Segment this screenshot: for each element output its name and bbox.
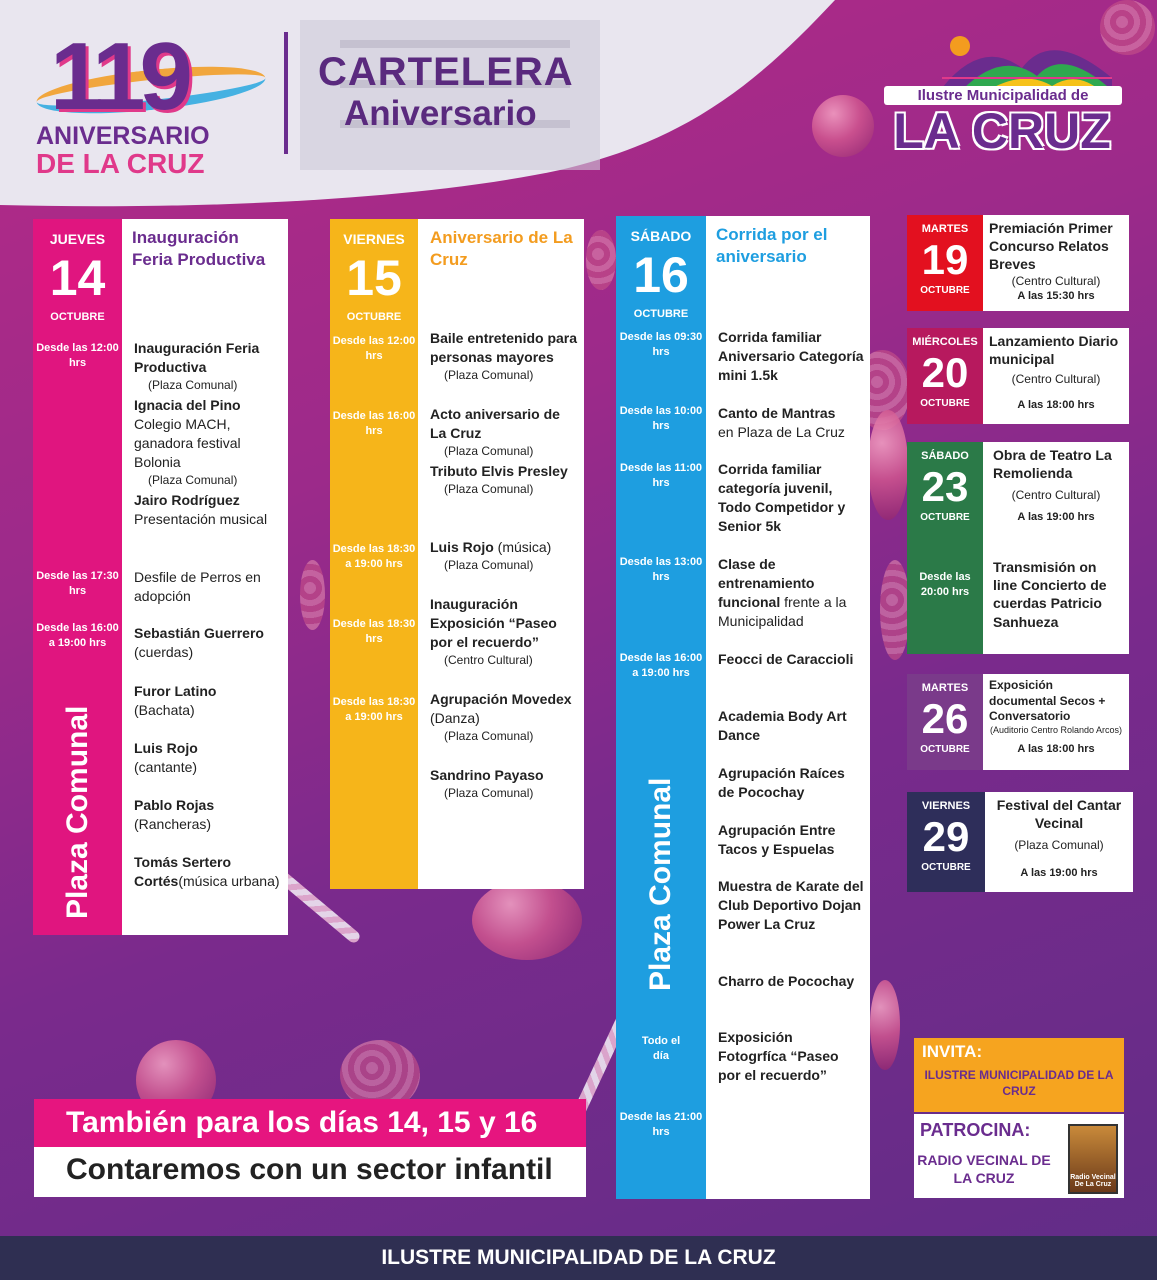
event-item: Agrupación Movedex (Danza) (Plaza Comunal): [430, 691, 572, 743]
decor-ball: [870, 980, 900, 1070]
card29-daynum: 29: [922, 813, 970, 860]
day15-time: Desde las 18:30 a 19:00 hrs: [332, 696, 416, 724]
day15-strip: [330, 219, 418, 889]
card19-dayname: MARTES: [921, 223, 969, 235]
event-item: Tributo Elvis Presley (Plaza Comunal): [430, 463, 568, 496]
event-card-26: [907, 674, 1129, 770]
day16-daynum: 16: [633, 247, 689, 303]
decor-ball: [586, 230, 616, 290]
event-item: Sandrino Payaso (Plaza Comunal): [430, 767, 544, 800]
day14-dayname: JUEVES: [49, 231, 106, 247]
page-title: [318, 52, 574, 131]
logo-line1: ANIVERSARIO: [36, 122, 210, 150]
card26-hour: A las 18:00 hrs: [1017, 743, 1095, 756]
event-item: Corrida familiar categoría juvenil, Todo Competidor y Senior 5k: [718, 461, 846, 534]
day16-time: Desde las 13:00 hrs: [619, 556, 703, 584]
card23-month: OCTUBRE: [920, 512, 970, 523]
radio-logo-icon: Radio Vecinal De La Cruz: [1068, 1124, 1118, 1194]
day14-daynum: 14: [49, 250, 106, 306]
event-item: Acto aniversario de La Cruz (Plaza Comunal): [430, 406, 560, 458]
event-card-29: [907, 792, 1133, 892]
event-item: Exposición Fotogrfíca “Paseo por el recuerdo”: [718, 1029, 839, 1083]
card26-date: [907, 674, 983, 770]
card29-month: OCTUBRE: [921, 862, 971, 873]
invita-heading: INVITA:: [922, 1042, 983, 1061]
day14-time: Desde las 17:30 hrs: [36, 570, 119, 598]
logo-number: 119: [50, 23, 187, 130]
event-card-19: [907, 215, 1129, 311]
patrocina-body: RADIO VECINAL DE LA CRUZ: [917, 1152, 1051, 1187]
card26-dayname: MARTES: [921, 682, 969, 694]
card23-daynum: 23: [921, 463, 969, 510]
logo-line2: DE LA CRUZ: [36, 148, 205, 179]
event-item: Canto de Mantras en Plaza de La Cruz: [718, 405, 845, 440]
event-item: Corrida familiar Aniversario Categoría mini 1.5k: [718, 329, 864, 383]
card29-date: [907, 792, 985, 892]
column-day16: [616, 216, 870, 1199]
municipality-logo: [882, 20, 1122, 159]
day15-daynum: 15: [346, 250, 402, 306]
event-item: Agrupación Entre Tacos y Espuelas: [718, 822, 836, 857]
card23-date: [907, 442, 983, 654]
title-line2: Aniversario: [344, 94, 537, 133]
event-item: Furor Latino (Bachata): [134, 683, 217, 718]
card19-title: Premiación Primer Concurso Relatos Breves: [989, 220, 1113, 273]
children-banner-text: Contaremos con un sector infantil: [34, 1147, 586, 1197]
card23-body: [983, 442, 1129, 654]
card26-month: OCTUBRE: [920, 744, 970, 755]
day14-title: Inauguración Feria Productiva: [132, 228, 266, 270]
card20-month: OCTUBRE: [920, 398, 970, 409]
decor-ball: [868, 410, 908, 520]
card26-daynum: 26: [921, 695, 969, 742]
event-item: Inauguración Feria Productiva (Plaza Comunal): [134, 340, 260, 392]
day16-place: Plaza Comunal: [644, 777, 677, 991]
card23-location: (Centro Cultural): [1011, 488, 1101, 503]
day16-title: Corrida por el aniversario: [716, 225, 828, 267]
card20-hour: A las 18:00 hrs: [1017, 398, 1095, 411]
event-item: Baile entretenido para personas mayores (Plaza Comunal): [430, 330, 578, 382]
day14-place: Plaza Comunal: [61, 705, 94, 919]
day14-card: [122, 219, 288, 935]
anniversary-logo: [36, 22, 246, 182]
event-item: Luis Rojo (cantante): [134, 740, 198, 775]
card29-dayname: VIERNES: [921, 800, 971, 812]
day15-title: Aniversario de La Cruz: [430, 228, 573, 270]
card19-body: [983, 215, 1129, 311]
decor-ball: [812, 95, 874, 157]
decor-ball: [472, 880, 582, 960]
patrocina-heading: PATROCINA:: [920, 1120, 1031, 1140]
card29-body: [985, 792, 1133, 892]
event-item: Feocci de Caraccioli: [718, 651, 854, 667]
day16-time: Desde las 09:30 hrs: [619, 331, 703, 359]
day16-time: Desde las 11:00 hrs: [620, 462, 702, 490]
column-day15: [330, 219, 584, 889]
municipality-line1: Ilustre Municipalidad de: [884, 86, 1122, 105]
event-item: Agrupación Raíces de Pocochay: [718, 765, 845, 800]
card26-location: (Auditorio Centro Rolando Arcos): [989, 724, 1123, 735]
card20-location: (Centro Cultural): [1011, 372, 1101, 387]
event-item: Tomás Sertero Cortés(música urbana): [134, 854, 280, 889]
card23-time2: Desde las 20:00 hrs: [919, 571, 971, 599]
decor-ball: [300, 560, 325, 630]
card29-title: Festival del Cantar Vecinal: [996, 797, 1122, 832]
day16-strip: [616, 216, 706, 1199]
patrocina-box: [914, 1114, 1124, 1198]
day15-card: [418, 219, 584, 889]
card23-hour: A las 19:00 hrs: [1017, 510, 1095, 523]
day14-time: Desde las 12:00 hrs: [36, 342, 119, 370]
day16-month: OCTUBRE: [633, 308, 689, 320]
day14-time: Desde las 16:00 a 19:00 hrs: [36, 622, 119, 650]
card19-month: OCTUBRE: [920, 285, 970, 296]
card23-dayname: SÁBADO: [921, 450, 969, 462]
card19-date: [907, 215, 983, 311]
card20-date: [907, 328, 983, 424]
card19-daynum: 19: [921, 236, 969, 283]
card19-location: (Centro Cultural): [1011, 273, 1101, 288]
day14-month: OCTUBRE: [50, 311, 105, 323]
card26-title: Exposición documental Secos + Conversatorio: [989, 678, 1106, 724]
event-item: Pablo Rojas (Rancheras): [134, 797, 215, 832]
event-item: Inauguración Exposición “Paseo por el recuerdo” (Centro Cultural): [430, 596, 557, 667]
card20-title: Lanzamiento Diario municipal: [989, 333, 1119, 368]
day16-time: Desde las 21:00 hrs: [619, 1111, 703, 1139]
day16-dayname: SÁBADO: [630, 228, 692, 244]
event-item: Ignacia del Pino Colegio MACH, ganadora festival Bolonia (Plaza Comunal): [134, 397, 241, 487]
event-item: Charro de Pocochay: [718, 973, 855, 989]
card23-title: Obra de Teatro La Remolienda: [993, 447, 1112, 482]
card26-body: [983, 674, 1129, 770]
event-item: Clase de entrenamiento funcional frente a la Municipalidad: [718, 556, 847, 629]
card20-daynum: 20: [921, 349, 969, 396]
event-card-23: [907, 442, 1129, 654]
event-item: Sebastián Guerrero (cuerdas): [134, 625, 264, 660]
day16-card: [706, 216, 870, 1199]
day15-time: Desde las 12:00 hrs: [332, 335, 416, 363]
day16-time: Desde las 16:00 a 19:00 hrs: [619, 652, 703, 680]
municipality-line2: LA CRUZ: [893, 103, 1111, 159]
event-item: Academia Body Art Dance: [718, 708, 847, 743]
day16-time: Desde las 10:00 hrs: [619, 405, 703, 433]
column-day14: [33, 219, 288, 935]
card20-dayname: MIÉRCOLES: [912, 336, 978, 348]
day15-time: Desde las 16:00 hrs: [332, 410, 416, 438]
title-line1: CARTELERA: [318, 50, 574, 94]
day15-dayname: VIERNES: [343, 231, 405, 247]
card20-body: [983, 328, 1129, 424]
decor-ball: [880, 560, 910, 660]
invita-body: ILUSTRE MUNICIPALIDAD DE LA CRUZ: [914, 1066, 1124, 1101]
card19-hour: A las 15:30 hrs: [1017, 290, 1095, 303]
footer: ILUSTRE MUNICIPALIDAD DE LA CRUZ: [0, 1236, 1157, 1280]
day15-time: Desde las 18:30 a 19:00 hrs: [332, 543, 416, 571]
event-item: Muestra de Karate del Club Deportivo Dojan Power La Cruz: [718, 878, 864, 932]
day14-strip: [33, 219, 122, 935]
event-item: Luis Rojo (música) (Plaza Comunal): [430, 539, 552, 572]
event-item: Desfile de Perros en adopción: [134, 569, 261, 604]
children-banner-dates: También para los días 14, 15 y 16: [34, 1099, 586, 1147]
invita-box: [914, 1038, 1124, 1112]
day16-time: Todo el día: [641, 1035, 681, 1063]
event-item: Jairo Rodríguez Presentación musical: [134, 492, 268, 527]
day15-time: Desde las 18:30 hrs: [332, 618, 416, 646]
header-divider: [284, 32, 288, 154]
event-card-20: [907, 328, 1129, 424]
day15-month: OCTUBRE: [346, 311, 402, 323]
card23-title2: Transmisión on line Concierto de cuerdas Patricio Sanhueza: [993, 559, 1107, 630]
card29-hour: A las 19:00 hrs: [1020, 866, 1098, 879]
card29-location: (Plaza Comunal): [1014, 838, 1104, 853]
